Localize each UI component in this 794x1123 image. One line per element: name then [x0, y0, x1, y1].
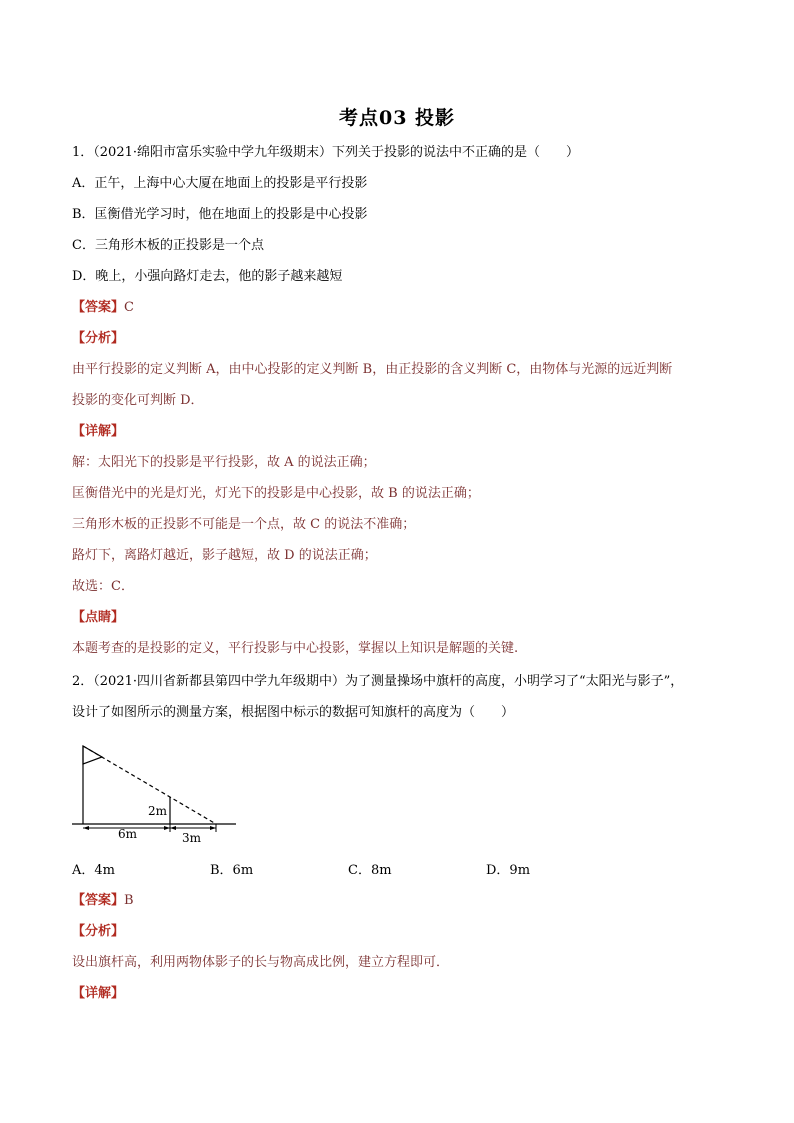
q2-answer — [72, 891, 134, 911]
answer-value: C — [124, 300, 134, 315]
q2-detail-label: 【详解】 — [72, 986, 125, 1001]
q2-option-d: D．9m — [486, 863, 531, 878]
q1-detail-line-3: 三角形木板的正投影不可能是一个点，故 C 的说法不准确； — [72, 517, 416, 532]
page-title: 考点03 投影 — [338, 107, 456, 129]
flag — [83, 746, 102, 764]
q1-detail-line-4: 路灯下，离路灯越近，影子越短，故 D 的说法正确； — [72, 548, 377, 563]
q1-analysis-label: 【分析】 — [72, 331, 125, 346]
q1-answer — [72, 298, 134, 318]
flagpole-figure — [70, 740, 240, 850]
left-length-label: 6m — [118, 827, 138, 841]
q2-stem-line-2: 设计了如图所示的测量方案，根据图中标示的数据可知旗杆的高度为（ ） — [72, 705, 515, 720]
arrow-head — [210, 826, 216, 830]
q1-detail-line-2: 匡衡借光中的光是灯光，灯光下的投影是中心投影，故 B 的说法正确； — [72, 486, 480, 501]
q1-option-c: C．三角形木板的正投影是一个点 — [72, 238, 264, 253]
stick-height-label: 2m — [148, 804, 168, 818]
q2-analysis: 设出旗杆高，利用两物体影子的长与物高成比例，建立方程即可． — [72, 955, 450, 970]
q1-comment: 本题考查的是投影的定义，平行投影与中心投影，掌握以上知识是解题的关键. — [72, 641, 519, 656]
q1-detail-line-1: 解：太阳光下的投影是平行投影，故 A 的说法正确； — [72, 455, 376, 470]
q1-option-b: B．匡衡借光学习时，他在地面上的投影是中心投影 — [72, 207, 368, 222]
q1-analysis-line-2: 投影的变化可判断 D． — [72, 393, 204, 408]
q2-option-a: A．4m — [72, 863, 115, 878]
q1-analysis-line-1: 由平行投影的定义判断 A，由中心投影的定义判断 B，由正投影的含义判断 C，由物体与光源的远近判断 — [72, 362, 673, 377]
q1-detail-line-5: 故选：C． — [72, 579, 134, 594]
arrow-head — [170, 826, 176, 830]
arrow-head — [83, 826, 89, 830]
q1-option-a: A．正午，上海中心大厦在地面上的投影是平行投影 — [72, 176, 368, 191]
q2-stem-line-1: 2．（2021·四川省新都县第四中学九年级期中）为了测量操场中旗杆的高度，小明学习了“太阳光与影子”， — [72, 674, 684, 689]
right-length-label: 3m — [182, 831, 202, 845]
answer-label: 【答案】 — [72, 300, 125, 315]
q2-option-b: B．6m — [210, 863, 254, 878]
q2-analysis-label: 【分析】 — [72, 924, 125, 939]
q1-option-d: D．晚上，小强向路灯走去，他的影子越来越短 — [72, 269, 343, 284]
answer-label: 【答案】 — [72, 893, 125, 908]
arrow-head — [164, 826, 170, 830]
q1-comment-label: 【点睛】 — [72, 610, 125, 625]
q1-detail-label: 【详解】 — [72, 424, 125, 439]
q2-option-c: C．8m — [348, 863, 392, 878]
q1-stem: 1．（2021·绵阳市富乐实验中学九年级期末）下列关于投影的说法中不正确的是（ ） — [72, 145, 579, 160]
answer-value: B — [124, 893, 134, 908]
